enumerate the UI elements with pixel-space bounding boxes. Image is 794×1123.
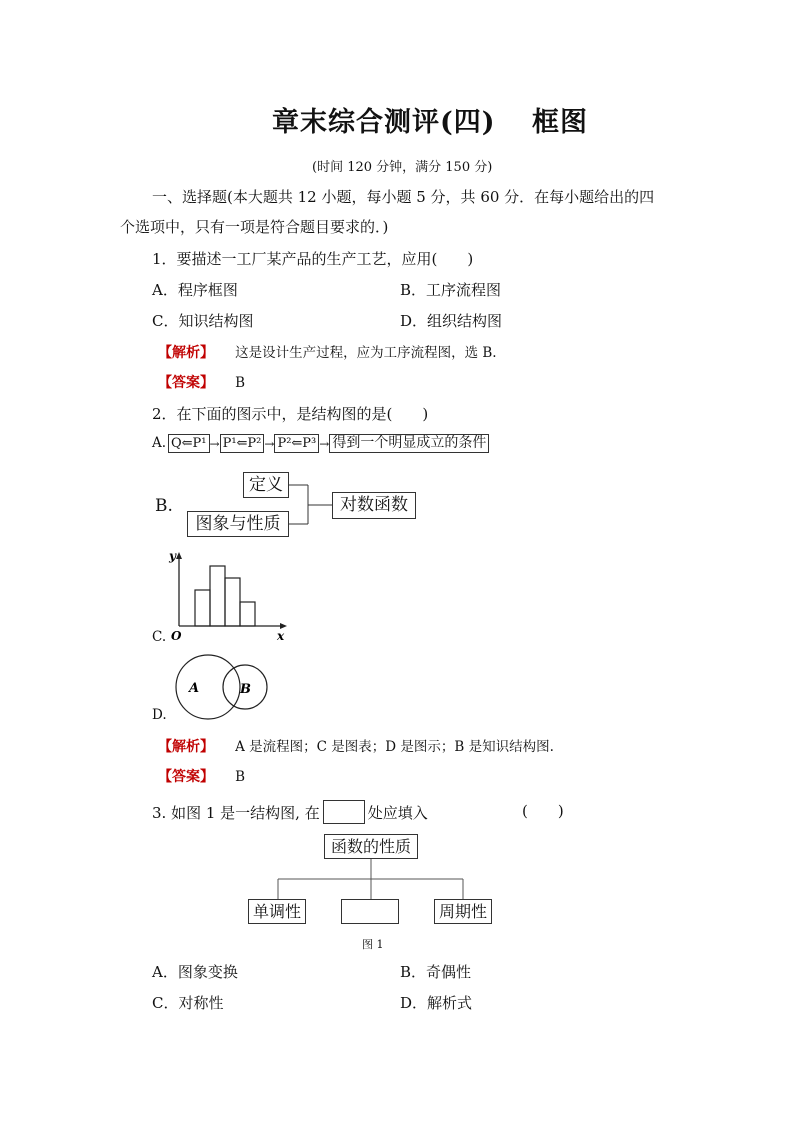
answer-text: B xyxy=(235,769,246,785)
q1-option-b: B．工序流程图 xyxy=(400,281,502,299)
q2-b-box-definition: 定义 xyxy=(243,472,289,498)
arrow-right-icon: → xyxy=(319,436,330,451)
q3-option-a: A．图象变换 xyxy=(152,963,238,981)
q2-stem: 2．在下面的图示中，是结构图的是( ) xyxy=(152,405,429,423)
q2-option-a-label: A. xyxy=(152,435,167,451)
fig1-box-monotonicity: 单调性 xyxy=(248,899,306,924)
q1-stem: 1．要描述一工厂某产品的生产工艺，应用( ) xyxy=(152,250,474,268)
set-a-label: A xyxy=(189,681,200,696)
q1-option-d: D．组织结构图 xyxy=(400,312,503,330)
y-axis-label: y xyxy=(169,549,176,563)
q3-option-d: D．解析式 xyxy=(400,994,473,1012)
answer-tag: 【答案】 xyxy=(158,769,214,785)
title-topic: 框图 xyxy=(531,107,588,138)
q3-paren: ( ) xyxy=(522,802,564,820)
answer-tag: 【答案】 xyxy=(158,375,214,391)
q2-option-d-label: D. xyxy=(152,707,167,723)
section-instruction-line1: 一、选择题(本大题共 12 小题，每小题 5 分，共 60 分．在每小题给出的四 xyxy=(152,188,655,206)
flow-box: 得到一个明显成立的条件 xyxy=(329,434,489,453)
q3-stem-post: 处应填入 xyxy=(367,803,428,822)
q2-b-box-graph-properties: 图象与性质 xyxy=(187,511,289,537)
analysis-text: A 是流程图；C 是图表；D 是图示；B 是知识结构图. xyxy=(235,739,554,755)
q1-option-c: C．知识结构图 xyxy=(152,312,254,330)
q1-option-a: A．程序框图 xyxy=(152,281,238,299)
fig1-box-blank xyxy=(341,899,399,924)
q3-option-c: C．对称性 xyxy=(152,994,224,1012)
fig1-box-periodicity: 周期性 xyxy=(434,899,492,924)
analysis-text: 这是设计生产过程，应为工序流程图，选 B. xyxy=(235,345,497,361)
q2-option-c-label: C. xyxy=(152,629,167,645)
exam-info: (时间 120 分钟，满分 150 分) xyxy=(312,160,493,175)
q3-stem-pre: 3. 如图 1 是一结构图, 在 xyxy=(152,803,320,822)
fig1-box-function-properties: 函数的性质 xyxy=(324,834,418,859)
origin-label: O xyxy=(171,629,182,643)
set-b-label: B xyxy=(240,682,251,697)
analysis-tag: 【解析】 xyxy=(158,739,214,755)
flow-box: Q⇐P¹ xyxy=(168,434,210,453)
q3-option-b: B．奇偶性 xyxy=(400,963,472,981)
x-axis-label: x xyxy=(277,629,285,643)
arrow-right-icon: → xyxy=(209,436,220,451)
q2-b-box-log-function: 对数函数 xyxy=(332,492,416,519)
answer-text: B xyxy=(235,375,246,391)
title-main: 章末综合测评(四) xyxy=(272,107,496,138)
section-instruction-line2: 个选项中，只有一项是符合题目要求的．) xyxy=(120,218,389,236)
arrow-right-icon: → xyxy=(264,436,275,451)
analysis-tag: 【解析】 xyxy=(158,345,214,361)
flow-box: P¹⇐P² xyxy=(220,434,265,453)
flow-box: P²⇐P³ xyxy=(274,434,319,453)
fig1-caption: 图 1 xyxy=(362,938,384,951)
q2-option-b-label: B. xyxy=(155,496,173,516)
